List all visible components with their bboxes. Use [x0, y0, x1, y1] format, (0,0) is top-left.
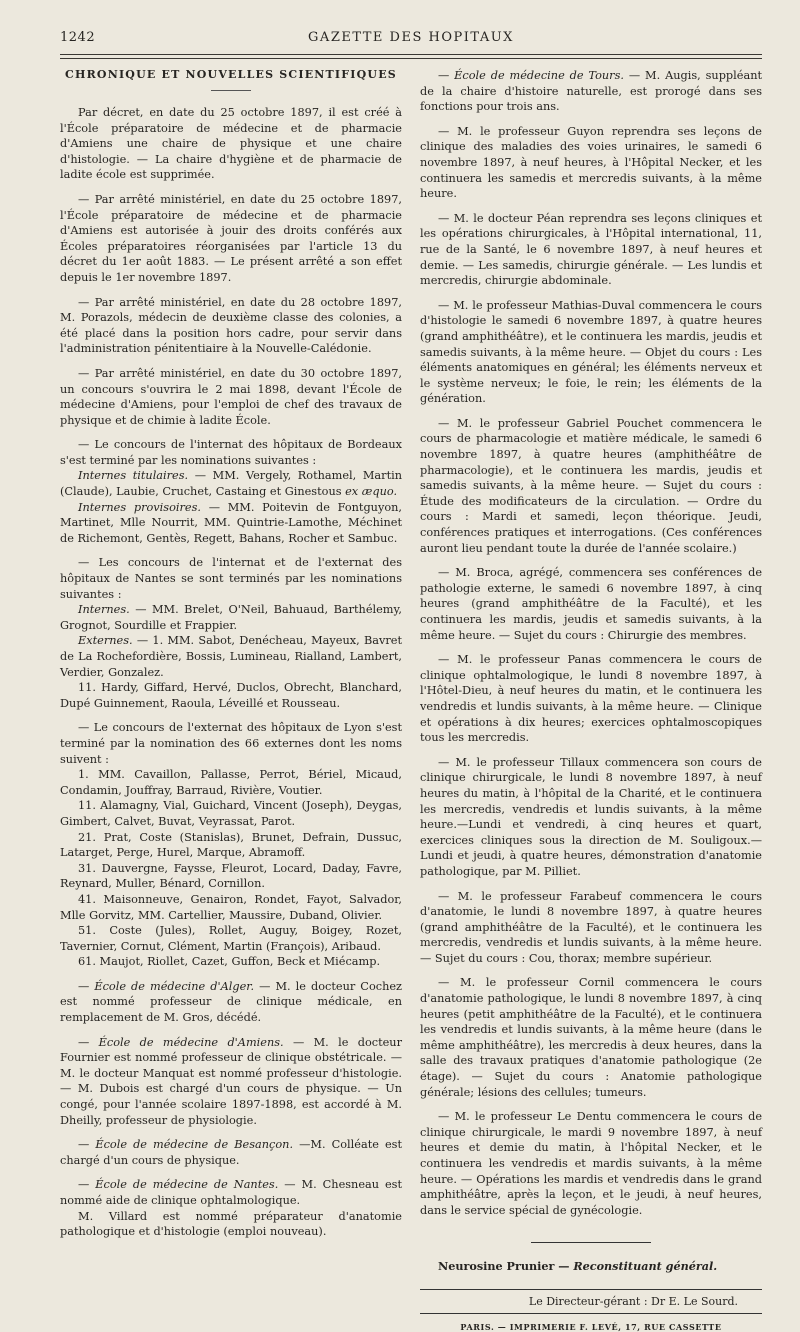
- amiens-paragraph: [60, 1035, 402, 1129]
- advert-name: Neurosine Prunier: [438, 1259, 555, 1274]
- tours-paragraph: [420, 68, 762, 115]
- bordeaux-provisional-names: — MM. Poitevin de Fontguyon, Martinet, Mlle Nourrit, MM. Quintrie-Lamothe, Méchinet de Richemont, Gentès, Regett, Bahans, Rocher et Sambuc.: [60, 500, 403, 545]
- right-column: [420, 68, 762, 1332]
- nantes-externes-names: — 1. MM. Sabot, Denécheau, Mayeux, Bavret de La Rochefordière, Bossis, Lumineau, Rialland, Lambert, Verdier, Gonzalez.: [60, 634, 402, 679]
- page-number: 1242: [60, 30, 96, 45]
- news-paragraph: — Par arrêté ministériel, en date du 30 octobre 1897, un concours s'ouvrira le 2 mai 1898, devant l'École de médecine d'Amiens, pour l'emploi de chef des travaux de physique et de chimie à ladite École.: [60, 366, 402, 427]
- besancon-label: — École de médecine de Besançon.: [78, 1138, 294, 1152]
- course-paragraph: — M. le professeur Cornil commencera le cours d'anatomie pathologique, le lundi 8 novembre 1897, à cinq heures (petit amphithéâtre de la Faculté), et le continuera les vendredis et lundis suivants, à la même heure (dans le même amphithéâtre), les mercredis à deux heures, dans la salle des travaux pratiques d'anatomie pathologique (2e étage). — Sujet du cours : Anatomie pathologique générale; lésions des cellules; tumeurs.: [420, 976, 762, 1099]
- lyon-list: 21. Prat, Coste (Stanislas), Brunet, Defrain, Dussuc, Latarget, Perge, Hurel, Marque, Abramoff.: [60, 830, 402, 860]
- course-paragraph: — M. Broca, agrégé, commencera ses conférences de pathologie externe, le samedi 6 novembre 1897, à cinq heures (grand amphithéâtre de la Faculté), et les continuera les mardis, jeudis et samedis suivants, à la même heure. — Sujet du cours : Chirurgie des membres.: [420, 566, 762, 642]
- lyon-list: 51. Coste (Jules), Rollet, Auguy, Boigey, Rozet, Tavernier, Cornut, Clément, Martin (François), Aribaud.: [60, 924, 402, 953]
- nantes-intro: — Les concours de l'internat et de l'externat des hôpitaux de Nantes se sont terminés par les nominations suivantes :: [60, 556, 402, 601]
- lyon-intro: — Le concours de l'externat des hôpitaux de Lyon s'est terminé par la nomination des 66 externes dont les noms suivent :: [60, 721, 402, 766]
- lyon-list: 61. Maujot, Riollet, Cazet, Guffon, Beck et Miécamp.: [78, 955, 381, 969]
- bordeaux-titular-label: Internes titulaires.: [78, 469, 189, 483]
- alger-label: — École de médecine d'Alger.: [78, 979, 255, 993]
- alger-paragraph: [60, 979, 402, 1026]
- advertisement: [420, 1259, 762, 1275]
- course-paragraph: — M. le professeur Gabriel Pouchet commencera le cours de pharmacologie et matière médicale, le samedi 6 novembre 1897, à quatre heures (amphithéâtre de pharmacologie), et le continuera les mardis, jeudis et samedis suivants, à la même heure. — Sujet du cours : Étude des modificateurs de la circulation. — Ordre du cours : Mardi et samedi, leçon théorique. Jeudi, conférences pratiques et interrogations. (Ces conférences auront lieu pendant toute la durée de l'année scolaire.): [420, 416, 762, 555]
- bordeaux-provisional-label: Internes provisoires.: [78, 500, 201, 514]
- printer-imprint: PARIS. — IMPRIMERIE F. LEVÉ, 17, RUE CASSETTE: [460, 1321, 722, 1332]
- section-divider: [211, 90, 251, 91]
- column-end-rule: [531, 1242, 651, 1243]
- nantes-externes: [60, 633, 402, 680]
- bordeaux-titular-latin: ex æquo.: [345, 485, 398, 499]
- bordeaux-intro: — Le concours de l'internat des hôpitaux de Bordeaux s'est terminé par les nominations suivantes :: [60, 438, 402, 467]
- bordeaux-titular: [60, 468, 402, 499]
- course-paragraph: — M. le docteur Péan reprendra ses leçons cliniques et les opérations chirurgicales, à l'Hôpital international, 11, rue de la Santé, le 6 novembre 1897, à neuf heures et demie. — Les samedis, chirurgie générale. — Les lundis et mercredis, chirurgie abdominale.: [420, 211, 762, 288]
- besancon-paragraph: [60, 1137, 402, 1168]
- nantes-school-paragraph: [60, 1177, 402, 1208]
- villard-paragraph: M. Villard est nommé préparateur d'anatomie pathologique et d'histologie (emploi nouveau).: [60, 1209, 402, 1239]
- nantes-school-label: — École de médecine de Nantes.: [78, 1178, 279, 1192]
- running-title: GAZETTE DES HOPITAUX: [308, 30, 514, 45]
- tours-text: — M. Augis, suppléant de la chaire d'histoire naturelle, est prorogé dans ses fonctions pour trois ans.: [420, 69, 763, 114]
- lyon-list: 41. Maisonneuve, Genairon, Rondet, Fayot, Salvador, Mlle Gorvitz, MM. Cartellier, Maussire, Duband, Olivier.: [60, 892, 402, 922]
- nantes-internes: [60, 602, 402, 633]
- alger-text: — M. le docteur Cochez est nommé professeur de clinique médicale, en remplacement de M. Gros, décédé.: [60, 979, 402, 1025]
- signature-rule: [420, 1289, 762, 1290]
- course-paragraph: — M. le professeur Mathias-Duval commencera le cours d'histologie le samedi 6 novembre 1897, à quatre heures (grand amphithéâtre), et le continuera les mardis, jeudis et samedis suivants, à la même heure. — Objet du cours : Les éléments anatomiques en général; les éléments nerveux et le système nerveux; le foie, le rein; les éléments de la génération.: [420, 298, 762, 406]
- bordeaux-provisional: [60, 500, 402, 547]
- course-paragraph: — M. le professeur Panas commencera le cours de clinique ophtalmologique, le lundi 8 novembre 1897, à l'Hôtel-Dieu, à neuf heures du matin, et le continuera les vendredis et lundis suivants, à la même heure. — Clinique et opérations à dix heures; exercices ophtalmoscopiques tous les mercredis.: [420, 653, 762, 745]
- section-title: CHRONIQUE ET NOUVELLES SCIENTIFIQUES: [65, 68, 397, 81]
- amiens-text: — M. le docteur Fournier est nommé professeur de clinique obstétricale. — M. le docteur Manquat est nommé professeur d'histologie. — M. Dubois est chargé d'un cours de physique. — Un congé, pour l'année scolaire 1897-1898, est accordé à M. Dheilly, professeur de physiologie.: [60, 1035, 402, 1127]
- decree-paragraph: Par décret, en date du 25 octobre 1897, il est créé à l'École préparatoire de médecine et de pharmacie d'Amiens une chaire de physique et une chaire d'histologie. — La chaire d'hygiène et de pharmacie de ladite école est supprimée.: [60, 106, 402, 182]
- news-paragraph: — Par arrêté ministériel, en date du 25 octobre 1897, l'École préparatoire de médecine et de pharmacie d'Amiens est autorisée à jouir des droits conférés aux Écoles préparatoires réorganisées par l'article 13 du décret du 1er août 1883. — Le présent arrêté a son effet depuis le 1er novembre 1897.: [60, 192, 402, 284]
- besancon-text: —M. Colléate est chargé d'un cours de physique.: [60, 1138, 403, 1167]
- page-header: [60, 30, 762, 50]
- news-paragraph: — Par arrêté ministériel, en date du 28 octobre 1897, M. Porazols, médecin de deuxième classe des colonies, a été placé dans la position hors cadre, pour servir dans l'administration pénitentiaire à la Nouvelle-Calédonie.: [60, 295, 402, 356]
- lyon-list: 1. MM. Cavaillon, Pallasse, Perrot, Bériel, Micaud, Condamin, Jouffray, Barraud, Rivière, Voutier.: [60, 768, 402, 797]
- bordeaux-titular-names: — MM. Vergely, Rothamel, Martin (Claude), Laubie, Cruchet, Castaing et Ginestous: [60, 469, 402, 499]
- course-paragraph: — M. le professeur Farabeuf commencera le cours d'anatomie, le lundi 8 novembre 1897, à quatre heures (grand amphithéâtre de la Faculté), et le continuera les mercredis, vendredis et lundis suivants, à la même heure. — Sujet du cours : Cou, thorax; membre supérieur.: [420, 889, 762, 965]
- tours-label: — École de médecine de Tours.: [438, 69, 624, 82]
- lyon-list: 31. Dauvergne, Faysse, Fleurot, Locard, Daday, Favre, Reynard, Muller, Bénard, Cornillon.: [60, 861, 402, 891]
- nantes-school-text: — M. Chesneau est nommé aide de clinique ophtalmologique.: [60, 1178, 403, 1207]
- nantes-externes-11: 11. Hardy, Giffard, Hervé, Duclos, Obrecht, Blanchard, Dupé Guinnement, Raoula, Léveillé et Rousseau.: [60, 681, 402, 710]
- advert-dash: —: [554, 1259, 574, 1274]
- lyon-list: 11. Alamagny, Vial, Guichard, Vincent (Joseph), Deygas, Gimbert, Calvet, Buvat, Veyrassat, Parot.: [60, 799, 402, 828]
- amiens-label: — École de médecine d'Amiens.: [78, 1035, 284, 1049]
- director-signature: Le Directeur-gérant : Dr E. Le Sourd.: [528, 1294, 738, 1308]
- header-rule: [60, 54, 762, 55]
- course-paragraph: — M. le professeur Le Dentu commencera le cours de clinique chirurgicale, le mardi 9 novembre 1897, à neuf heures et demie du matin, à l'hôpital Necker, et le continuera les vendredis et mardis suivants, à la même heure. — Opérations les mardis et vendredis dans le grand amphithéâtre, après la leçon, et le jeudi, à neuf heures, dans le service spécial de gynécologie.: [420, 1110, 762, 1217]
- advert-tagline: Reconstituant général.: [573, 1259, 718, 1274]
- course-paragraph: — M. le professeur Guyon reprendra ses leçons de clinique des maladies des voies urinaires, le samedi 6 novembre 1897, à neuf heures, à l'Hôpital Necker, et les continuera les samedis et mercredis suivants, à la même heure.: [420, 124, 762, 201]
- header-rule-double: [60, 58, 762, 59]
- nantes-internes-names: — MM. Brelet, O'Neil, Bahuaud, Barthélemy, Grognot, Sourdille et Frappier.: [60, 603, 402, 632]
- course-paragraph: — M. le professeur Tillaux commencera son cours de clinique chirurgicale, le lundi 8 novembre 1897, à neuf heures du matin, à l'hôpital de la Charité, et le continuera les mercredis, vendredis et lundis suivants, à la même heure.—Lundi et vendredi, à cinq heures et quart, exercices cliniques sous la direction de M. Souligoux.— Lundi et jeudi, à quatre heures, démonstration d'anatomie pathologique, par M. Pilliet.: [420, 755, 762, 878]
- imprint-rule: [420, 1313, 762, 1314]
- nantes-internes-label: Internes.: [78, 603, 130, 617]
- left-column: [60, 68, 402, 1240]
- nantes-externes-label: Externes.: [78, 634, 133, 648]
